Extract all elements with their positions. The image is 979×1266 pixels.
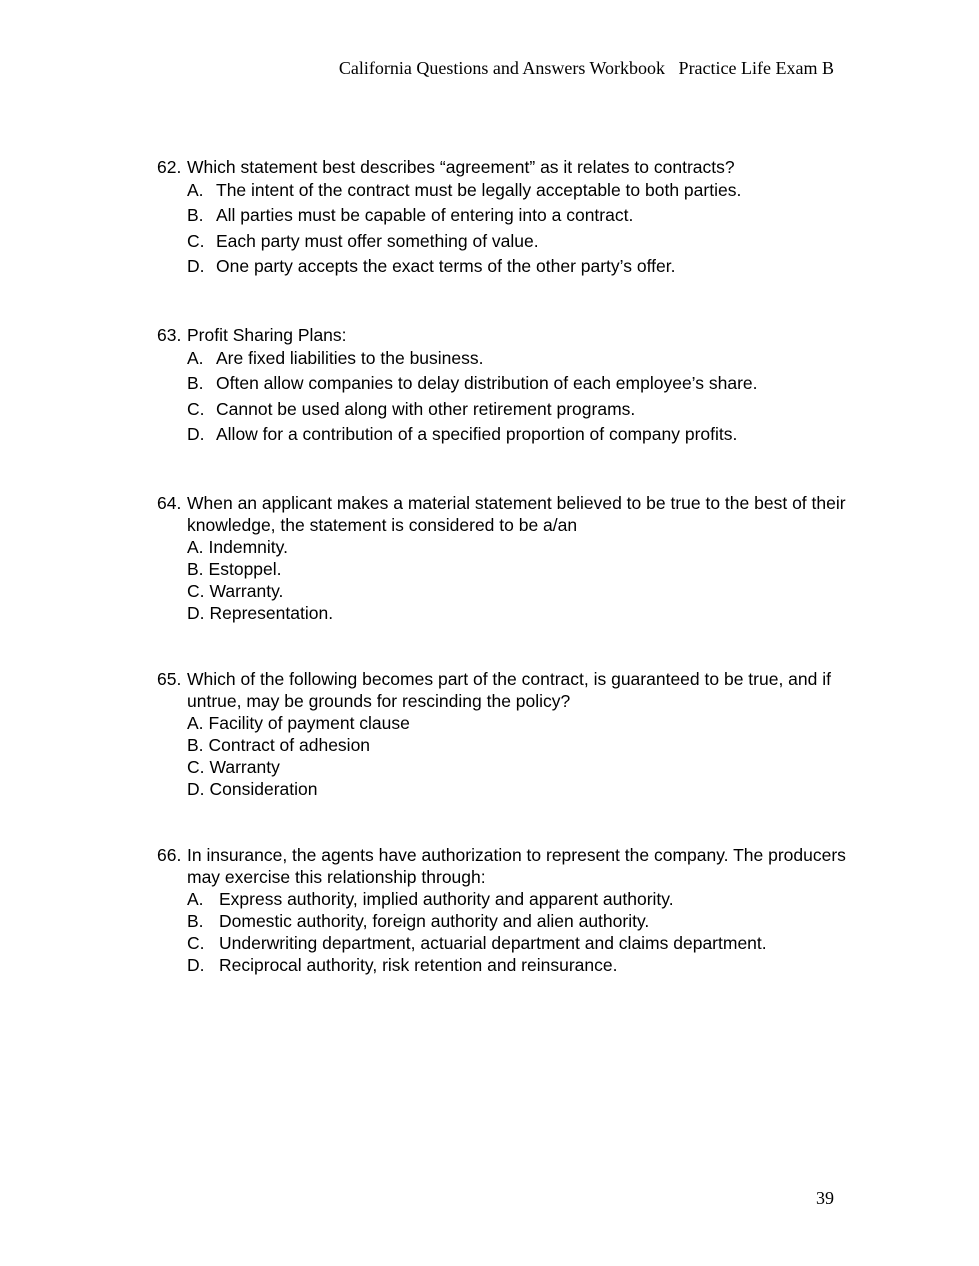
question-63 [157,324,847,447]
answer-option [187,422,847,447]
answer-option [187,712,847,734]
answer-option [187,254,847,279]
option-text: Each party must offer something of value. [216,230,539,251]
option-letter: A. [187,713,204,733]
answer-option [187,536,847,558]
option-letter: D. [187,603,205,623]
option-letter: C. [187,398,205,419]
option-letter: A. [187,889,204,909]
answer-options [157,346,847,447]
answer-option [187,932,847,954]
question-text: In insurance, the agents have authorization to represent the company. The producers may exercise this relationship through: [187,845,846,887]
option-text: Express authority, implied authority and apparent authority. [219,889,674,909]
option-text: Cannot be used along with other retirement programs. [216,398,636,419]
answer-options [157,178,847,279]
question-stem [157,668,847,712]
option-text: Underwriting department, actuarial department and claims department. [219,933,767,953]
option-letter: D. [187,423,205,444]
answer-options [157,888,847,976]
question-number: 62. [157,157,182,177]
option-letter: C. [187,757,205,777]
option-text: Contract of adhesion [208,735,371,755]
option-text: Domestic authority, foreign authority and alien authority. [219,911,650,931]
question-number: 64. [157,493,182,513]
option-text: All parties must be capable of entering into a contract. [216,205,634,226]
answer-option [187,371,847,396]
question-text: Which of the following becomes part of the contract, is guaranteed to be true, and if untrue, may be grounds for rescinding the policy? [187,669,831,711]
answer-option [187,580,847,602]
option-letter: C. [187,933,205,953]
option-letter: D. [187,955,205,975]
answer-option [187,229,847,254]
answer-option [187,346,847,371]
option-letter: C. [187,230,205,251]
answer-option [187,756,847,778]
answer-options [157,712,847,800]
answer-option [187,397,847,422]
option-text: Estoppel. [208,559,282,579]
page-header: California Questions and Answers Workbook Practice Life Exam B [338,58,834,78]
option-text: Reciprocal authority, risk retention and reinsurance. [219,955,618,975]
answer-option [187,888,847,910]
option-text: Consideration [209,779,318,799]
option-text: Facility of payment clause [208,713,410,733]
question-62 [157,156,847,279]
question-stem [157,492,847,536]
answer-option [187,203,847,228]
question-stem [157,844,847,888]
option-letter: A. [187,180,204,200]
option-letter: B. [187,735,204,755]
question-text: When an applicant makes a material statement believed to be true to the best of their knowledge, the statement is considered to be a/an [187,493,846,535]
page-number: 39 [816,1188,834,1208]
option-letter: A. [187,537,204,557]
answer-options [157,536,847,624]
answer-option [187,558,847,580]
question-number: 65. [157,669,182,689]
answer-option [187,602,847,624]
option-text: Warranty. [209,581,284,601]
answer-option [187,910,847,932]
question-text: Which statement best describes “agreement” as it relates to contracts? [187,157,735,177]
option-letter: A. [187,348,204,368]
option-text: Are fixed liabilities to the business. [216,348,484,368]
answer-option [187,178,847,203]
answer-option [187,734,847,756]
question-66 [157,844,847,976]
option-text: The intent of the contract must be legally acceptable to both parties. [216,180,742,200]
option-letter: B. [187,205,204,226]
option-letter: D. [187,779,205,799]
option-text: Warranty [209,757,280,777]
option-letter: B. [187,911,204,931]
question-stem [157,324,847,346]
option-letter: B. [187,559,204,579]
option-text: Representation. [209,603,334,623]
question-65 [157,668,847,800]
question-number: 66. [157,845,182,865]
answer-option [187,954,847,976]
option-text: One party accepts the exact terms of the other party’s offer. [216,255,676,276]
question-number: 63. [157,325,182,345]
option-letter: B. [187,373,204,394]
option-letter: D. [187,255,205,276]
answer-option [187,778,847,800]
question-64 [157,492,847,624]
option-text: Allow for a contribution of a specified proportion of company profits. [216,423,738,444]
option-text: Indemnity. [208,537,288,557]
option-letter: C. [187,581,205,601]
question-stem [157,156,847,178]
question-text: Profit Sharing Plans: [187,325,347,345]
option-text: Often allow companies to delay distribution of each employee’s share. [216,373,758,394]
